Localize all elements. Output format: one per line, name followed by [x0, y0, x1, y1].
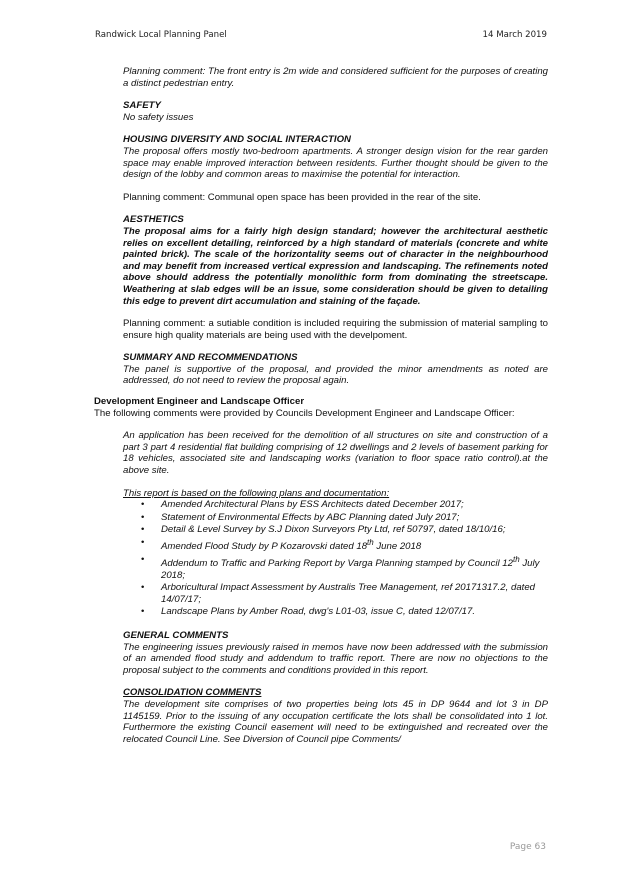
- docs-list-item: • Amended Flood Study by P Kozarovski dated 18th June 2018: [161, 537, 548, 553]
- docs-heading: This report is based on the following plans and documentation:: [123, 487, 390, 499]
- docs-list-item: • Addendum to Traffic and Parking Report by Varga Planning stamped by Council 12th July 2018;: [161, 554, 548, 581]
- safety-heading: SAFETY: [123, 100, 161, 112]
- entry-comment: Planning comment: The front entry is 2m wide and considered sufficient for the purposes of creating a distinct pedestrian entry.: [123, 66, 548, 89]
- engineer-section: [123, 430, 548, 745]
- general-heading: GENERAL COMMENTS: [123, 629, 229, 641]
- design-panel-section: [123, 66, 548, 387]
- housing-heading: HOUSING DIVERSITY AND SOCIAL INTERACTION: [123, 134, 351, 146]
- dev-engineer-intro: The following comments were provided by Councils Development Engineer and Landscape Officer:: [94, 407, 515, 419]
- docs-list-item: • Amended Architectural Plans by ESS Architects dated December 2017;: [161, 499, 548, 511]
- summary-text: The panel is supportive of the proposal, and provided the minor amendments as noted are addressed, do not need to review the proposal again.: [123, 363, 548, 387]
- consolidation-text: The development site comprises of two properties being lots 45 in DP 9644 and lot 3 in DP 1145159. Prior to the issuing of any occupation certificate the lots shall be consolidated into 1 lot. Furthermore the existing Council easement will need to be extinguished and recreated over the relocated Council Line. See Diversion of Council pipe Comments/: [123, 698, 548, 745]
- header-date: 14 March 2019: [482, 30, 547, 40]
- housing-text: The proposal offers mostly two-bedroom apartments. A stronger design vision for the rear garden space may enable improved interaction between residents. Further thought should be given to the design of the lobby and common areas to maximise the potential for interaction.: [123, 145, 548, 181]
- docs-list-item: • Detail & Level Survey by S.J Dixon Surveyors Pty Ltd, ref 50797, dated 18/10/16;: [161, 524, 548, 536]
- docs-list: [123, 499, 548, 618]
- header-left: Randwick Local Planning Panel: [95, 30, 227, 40]
- application-text: An application has been received for the demolition of all structures on site and construction of a part 3 part 4 residential flat building comprising of 12 dwellings and 2 levels of basement parking for 18 vehicles, associated site and landscaping works (variation to floor space ratio control).at the above site.: [123, 430, 548, 477]
- aesthetics-comment: Planning comment: a sutiable condition is included requiring the submission of material sampling to ensure high quality materials are being used with the develpoment.: [123, 318, 548, 341]
- aesthetics-heading: AESTHETICS: [123, 214, 184, 226]
- page-number: Page 63: [509, 842, 546, 852]
- docs-list-item: • Arboricultural Impact Assessment by Australis Tree Management, ref 20171317.2, dated 14/07/17;: [161, 582, 548, 605]
- aesthetics-text: The proposal aims for a fairly high design standard; however the architectural aesthetic relies on excellent detailing, reinforced by a high standard of materials (concrete and white painted brick). The scale of the horizontality seems out of character in the neighbourhood and may benefit from increased vertical expression and landscaping. The refinements noted above should address the potentially monolithic form from dominating the streetscape. Weathering at slab edges will be an issue, some consideration should be given to detailing this edge to prevent dirt accumulation and staining of the façade.: [123, 225, 548, 307]
- docs-list-item: • Landscape Plans by Amber Road, dwg's L01-03, issue C, dated 12/07/17.: [161, 606, 548, 618]
- consolidation-heading: CONSOLIDATION COMMENTS: [123, 687, 262, 699]
- general-text: The engineering issues previously raised in memos have now been addressed with the submission of an amended flood study and addendum to traffic report. There are now no objections to the proposal subject to the comments and conditions provided in this report.: [123, 641, 548, 676]
- summary-heading: SUMMARY AND RECOMMENDATIONS: [123, 352, 298, 364]
- dev-engineer-heading: Development Engineer and Landscape Officer: [94, 396, 305, 408]
- safety-text: No safety issues: [123, 111, 194, 123]
- docs-list-item: • Statement of Environmental Effects by ABC Planning dated July 2017;: [161, 512, 548, 524]
- housing-comment: Planning comment: Communal open space has been provided in the rear of the site.: [123, 191, 481, 203]
- document-body: [94, 66, 548, 745]
